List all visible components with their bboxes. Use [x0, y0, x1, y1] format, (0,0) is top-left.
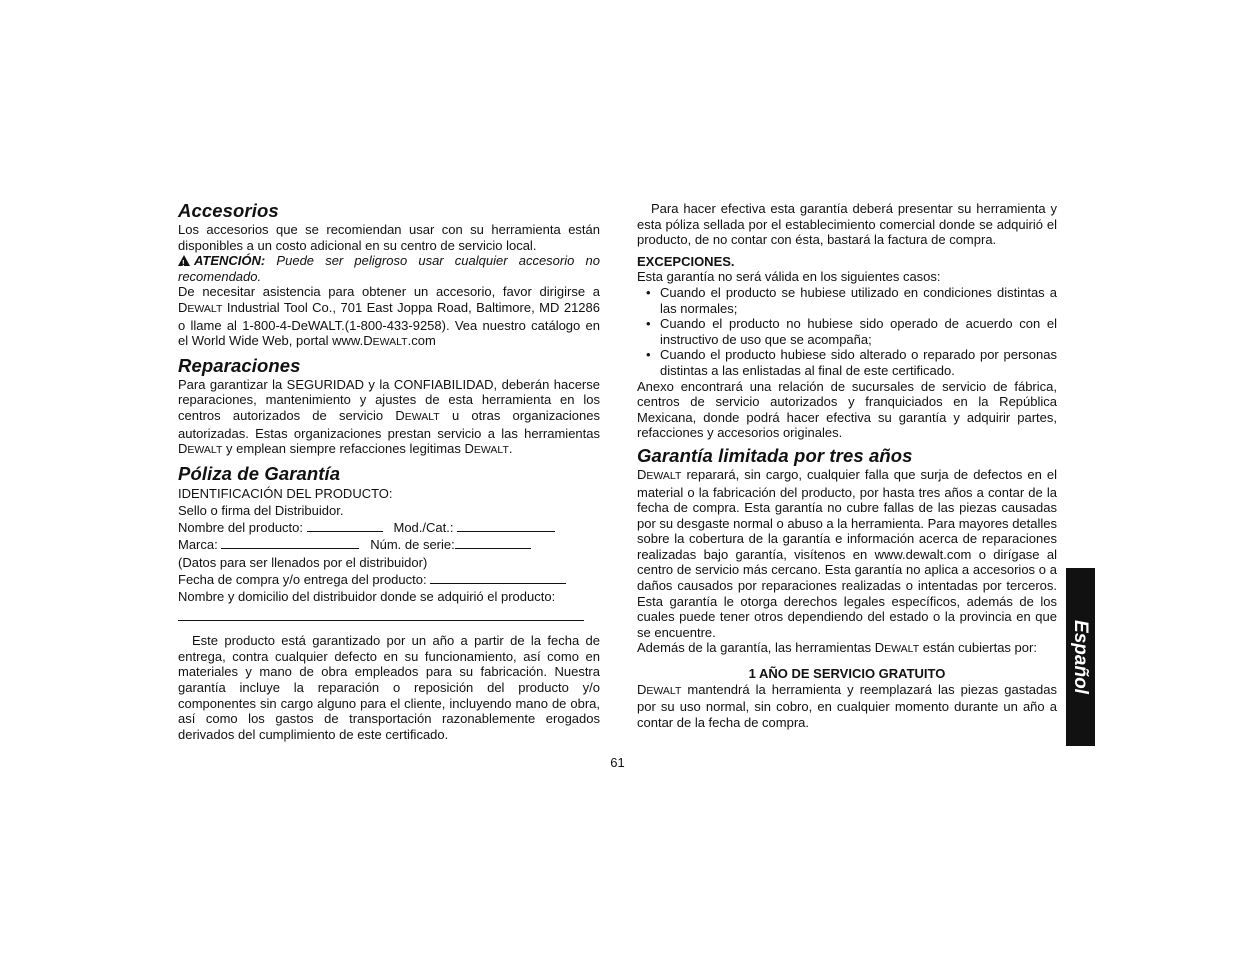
side-tab-label: Español [1070, 620, 1091, 694]
servicio-heading: 1 AÑO DE SERVICIO GRATUITO [748, 666, 946, 682]
reparaciones-heading: Reparaciones [178, 354, 301, 376]
warning-triangle-icon [178, 255, 190, 266]
fecha-field[interactable] [430, 571, 566, 584]
sello-line: Sello o firma del Distribuidor. [178, 502, 344, 518]
nombre-producto-field[interactable] [307, 519, 383, 532]
intro-paragraph: Para hacer efectiva esta garantía deberá presentar su herramienta y esta póliza sellada por el establecimiento comercial donde se adquirió el producto, de no contar con ésta, bastará la factura de compra. [637, 201, 1057, 248]
left-column [178, 200, 600, 742]
anexo-paragraph: Anexo encontrará una relación de sucursales de servicio de fábrica, centros de servicio autorizados y franquiciados en la República Mexicana, donde podrá hacer efectiva su garantía y adquirir partes, refacciones y accesorios originales. [637, 378, 1057, 441]
right-column [637, 201, 1057, 730]
producto-line: Nombre del producto: Mod./Cat.: [178, 519, 600, 536]
num-serie-field[interactable] [455, 536, 531, 549]
reparaciones-paragraph: Para garantizar la SEGURIDAD y la CONFIABILIDAD, deberán hacerse reparaciones, mantenimiento y ajustes de esta herramienta en los centros autorizados de servicio DEWALT u otras organizaciones autorizadas. Estas organizaciones prestan servicio a las herramientas DEWALT y emplean siempre refacciones legitimas DEWALT. [178, 376, 600, 457]
mod-cat-field[interactable] [457, 519, 555, 532]
excepciones-list [637, 285, 1057, 379]
excepciones-heading: EXCEPCIONES. [637, 253, 735, 269]
warning-text: Puede ser peligroso usar cualquier accesorio no recomendado. [178, 253, 600, 284]
fecha-line: Fecha de compra y/o entrega del producto: [178, 571, 600, 588]
marca-field[interactable] [221, 536, 359, 549]
datos-line: (Datos para ser llenados por el distribuidor) [178, 554, 428, 570]
list-item: • Cuando el producto se hubiese utilizado en condiciones distintas a las normales; [646, 284, 1057, 316]
guarantee-paragraph: Este producto está garantizado por un año a partir de la fecha de entrega, contra cualquier defecto en su funcionamiento, así como en materiales y mano de obra empleados para su fabricación. Nuestra garantía incluye la reparación o reposición del producto y/o componentes sin cargo alguno para el cliente, incluyendo mano de obra, así como los gastos de transportación razonablemente erogados derivados del cumplimiento de este certificado. [178, 633, 600, 742]
warning-paragraph [178, 253, 600, 284]
garantia-paragraph: DEWALT reparará, sin cargo, cualquier falla que surja de defectos en el material o la fabricación del producto, por hasta tres años a contar de la fecha de compra. Esta garantía no cubre fallas de las piezas causadas por su desgaste normal o abuso a la herramienta. Para mayores detalles sobre la cobertura de la garantía e información acerca de reparaciones realizadas bajo garantía, visítenos en www.dewalt.com o dirígase al centro de servicio más cercano. Esta garantía no aplica a accesorios o a daños causados por reparaciones realizadas o intentadas por terceros. Esta garantía le otorga derechos legales específicos, además de los cuales puede tener otros dependiendo del estado o la provincia en que se encuentre. [637, 466, 1057, 640]
id-line: IDENTIFICACIÓN DEL PRODUCTO: [178, 485, 393, 501]
language-side-tab [1066, 568, 1095, 746]
accesorios-contact-paragraph: De necesitar asistencia para obtener un accesorio, favor dirigirse a DEWALT Industrial Tool Co., 701 East Joppa Road, Baltimore, MD 21286 o llame al 1-800-4-DeWALT.(1-800-433-9258). Vea nuestro catálogo en el World Wide Web, portal www.DEWALT.com [178, 284, 600, 349]
domicilio-field[interactable] [178, 605, 584, 621]
page-number: 61 [610, 755, 625, 770]
accesorios-paragraph: Los accesorios que se recomiendan usar con su herramienta están disponibles a un costo adicional en su centro de servicio local. [178, 222, 600, 253]
servicio-paragraph: DEWALT mantendrá la herramienta y reemplazará las piezas gastadas por su uso normal, sin cobro, en cualquier momento durante un año a contar de la fecha de compra. [637, 681, 1057, 730]
excepciones-intro: Esta garantía no será válida en los siguientes casos: [637, 269, 941, 285]
garantia-heading: Garantía limitada por tres años [637, 444, 913, 466]
domicilio-line: Nombre y domicilio del distribuidor donde se adquirió el producto: [178, 588, 556, 604]
list-item: • Cuando el producto no hubiese sido operado de acuerdo con el instructivo de uso que se acompaña; [646, 316, 1057, 347]
accesorios-heading: Accesorios [178, 200, 279, 221]
ademas-paragraph: Además de la garantía, las herramientas DEWALT están cubiertas por: [637, 640, 1037, 656]
warning-label: ATENCIÓN: [194, 253, 266, 269]
list-item: • Cuando el producto hubiese sido alterado o reparado por personas distintas a las enlistadas al final de este certificado. [646, 347, 1057, 378]
marca-line: Marca: Núm. de serie: [178, 536, 600, 553]
poliza-heading: Póliza de Garantía [178, 462, 341, 484]
